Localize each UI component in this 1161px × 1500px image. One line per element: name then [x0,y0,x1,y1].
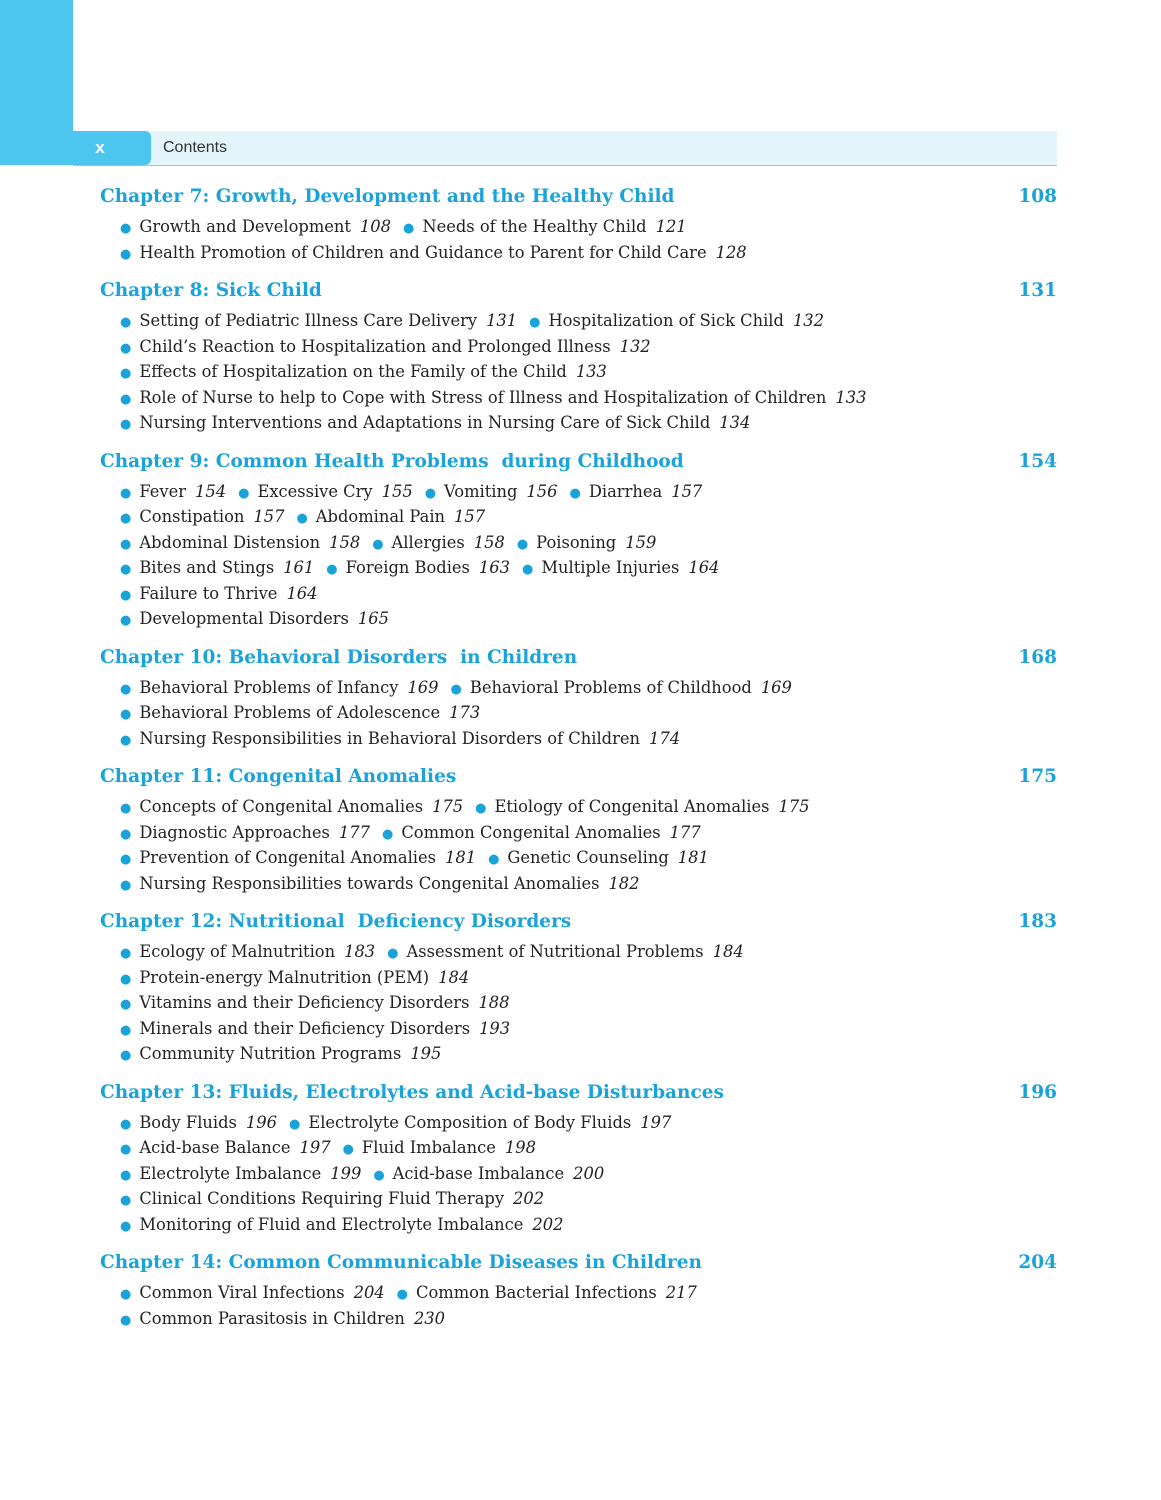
topic-line [120,1041,1057,1067]
topic-title: Constipation [139,507,245,526]
topic-entry[interactable] [120,1189,544,1208]
bullet-icon: ● [120,801,132,816]
topic-title: Excessive Cry [257,481,373,501]
bullet-icon: ● [296,511,308,526]
topic-entry[interactable] [120,703,480,722]
bullet-icon: ● [238,485,250,501]
topic-title: Abdominal Pain [315,507,446,526]
topic-title: Vitamins and their Deficiency Disorders [139,993,470,1012]
bullet-icon: ● [120,1116,132,1132]
chapter-title: Chapter 11: Congenital Anomalies [100,766,457,787]
topic-title: Ecology of Malnutrition [139,942,336,961]
bullet-icon: ● [569,485,581,501]
chapter-title: Chapter 10: Behavioral Disorders in Children [100,646,578,668]
topic-line [120,334,1057,360]
bullet-icon: ● [120,340,132,356]
bullet-icon: ● [529,315,541,330]
bullet-icon: ● [450,681,462,697]
bullet-icon: ● [120,1193,132,1208]
topic-entry[interactable] [425,482,558,501]
topic-entry[interactable] [451,678,792,697]
topic-entry[interactable] [382,823,701,842]
chapter-section [100,1249,1057,1331]
topic-page-number: 173 [449,703,481,722]
bullet-icon: ● [120,536,132,552]
topic-title: Fever [139,481,187,501]
topic-page-number: 154 [195,481,227,501]
topic-line [120,606,1057,632]
chapter-page-number: 204 [1018,1252,1057,1273]
topic-line [120,308,1057,334]
topic-page-number: 174 [648,728,681,748]
topic-entry[interactable] [120,1019,510,1038]
bullet-icon: ● [120,826,132,842]
topic-entry[interactable] [120,1138,331,1157]
topic-line [120,871,1057,897]
topic-title: Monitoring of Fluid and Electrolyte Imbalance [139,1214,524,1234]
topic-entry[interactable] [120,1283,385,1302]
topic-entry[interactable] [372,533,505,552]
bullet-icon: ● [396,1287,409,1302]
topic-line [120,504,1057,530]
bullet-icon: ● [120,417,132,432]
topic-line [120,410,1057,436]
topic-entry[interactable] [120,609,389,628]
topic-list [100,794,1057,896]
bullet-icon: ● [120,315,132,330]
topic-list [100,214,1057,265]
topic-page-number: 156 [526,481,558,501]
topic-line [120,479,1057,505]
topic-entry[interactable] [522,558,719,577]
topic-line [120,965,1057,991]
page-title: Contents [163,139,228,156]
chapter-title: Chapter 14: Common Communicable Diseases in Children [100,1252,702,1273]
topic-entry[interactable] [238,482,413,501]
topic-page-number: 197 [640,1112,672,1132]
topic-line [120,385,1057,411]
topic-title: Growth and Development [139,217,351,236]
topic-page-number: 133 [575,362,607,381]
topic-entry[interactable] [120,507,284,526]
topic-title: Protein-energy Malnutrition (PEM) [139,967,430,987]
topic-page-number: 182 [608,873,640,893]
topic-page-number: 217 [665,1283,697,1302]
chapter-section [100,183,1057,265]
topic-page-number: 132 [792,311,825,330]
bullet-icon: ● [516,536,529,552]
topic-entry[interactable] [343,1138,536,1157]
bullet-icon: ● [120,1022,132,1038]
topic-entry[interactable] [403,217,687,236]
topic-entry[interactable] [120,1309,445,1328]
topic-page-number: 108 [359,217,391,236]
topic-page-number: 177 [338,822,370,842]
bullet-icon: ● [120,587,132,603]
topic-title: Multiple Injuries [541,558,680,577]
topic-page-number: 202 [513,1189,545,1208]
topic-page-number: 184 [712,942,744,961]
topic-entry[interactable] [120,678,439,697]
topic-title: Nursing Interventions and Adaptations in Nursing Care of Sick Child [139,413,711,432]
bullet-icon: ● [372,536,384,552]
bullet-icon: ● [120,971,132,987]
topic-title: Concepts of Congenital Anomalies [139,797,424,816]
chapter-page-number: 154 [1018,450,1057,472]
topic-page-number: 133 [835,387,867,407]
topic-title: Diarrhea [588,481,663,501]
chapter-page-number: 183 [1018,911,1057,932]
topic-page-number: 121 [655,217,687,236]
bullet-icon: ● [424,485,437,501]
topic-title: Body Fluids [139,1112,237,1132]
topic-page-number: 158 [473,532,505,552]
topic-page-number: 204 [353,1283,385,1302]
topic-title: Common Bacterial Infections [416,1283,657,1302]
topic-list [100,1280,1057,1331]
topic-entry[interactable] [517,533,656,552]
topic-page-number: 181 [677,848,709,867]
chapter-title: Chapter 12: Nutritional Deficiency Disorders [100,911,572,932]
topic-entry[interactable] [529,311,824,330]
topic-entry[interactable] [488,848,709,867]
side-color-bar [0,0,73,165]
topic-entry[interactable] [120,848,476,867]
topic-entry[interactable] [397,1283,697,1302]
bullet-icon: ● [120,1312,132,1328]
bullet-icon: ● [488,852,500,867]
topic-page-number: 195 [410,1044,442,1063]
chapter-heading[interactable] [100,183,1057,211]
topic-page-number: 158 [329,532,361,552]
topic-entry[interactable] [120,874,640,893]
topic-page-number: 131 [486,311,518,330]
chapter-heading[interactable] [100,277,1057,305]
topic-line [120,794,1057,820]
topic-line [120,990,1057,1016]
chapter-title: Chapter 9: Common Health Problems during Childhood [100,450,684,472]
chapter-title: Chapter 13: Fluids, Electrolytes and Acid-base Disturbances [100,1081,724,1103]
chapter-section [100,763,1057,896]
topic-entry[interactable] [120,993,510,1012]
topic-page-number: 157 [454,507,486,526]
topic-entry[interactable] [570,482,703,501]
topic-title: Diagnostic Approaches [139,822,330,842]
topic-entry[interactable] [120,823,370,842]
chapter-section [100,1079,1057,1238]
topic-title: Poisoning [536,532,617,552]
topic-list [100,308,1057,436]
chapter-section [100,277,1057,436]
topic-entry[interactable] [120,362,607,381]
bullet-icon: ● [326,562,338,577]
topic-entry[interactable] [120,533,360,552]
topic-entry[interactable] [120,217,391,236]
chapter-heading[interactable] [100,1249,1057,1277]
bullet-icon: ● [342,1142,354,1157]
topic-entry[interactable] [120,482,226,501]
topic-page-number: 188 [478,993,510,1012]
chapter-title: Chapter 7: Growth, Development and the Healthy Child [100,186,675,207]
bullet-icon: ● [387,946,399,961]
page-number: x [95,138,105,157]
chapter-page-number: 175 [1018,766,1057,787]
topic-entry[interactable] [120,797,463,816]
chapter-section [100,644,1057,752]
topic-entry[interactable] [120,1215,563,1234]
chapter-page-number: 108 [1018,186,1057,207]
topic-line [120,1161,1057,1187]
topic-entry[interactable] [120,388,866,407]
chapter-title: Chapter 8: Sick Child [100,280,322,301]
bullet-icon: ● [120,246,132,262]
topic-entry[interactable] [120,337,651,356]
bullet-icon: ● [288,1116,301,1132]
topic-page-number: 169 [407,677,439,697]
bullet-icon: ● [120,562,132,577]
topic-title: Common Viral Infections [139,1283,345,1302]
topic-line [120,1306,1057,1332]
topic-entry[interactable] [387,942,744,961]
topic-title: Child’s Reaction to Hospitalization and Prolonged Illness [139,336,611,356]
topic-page-number: 165 [357,609,389,628]
bullet-icon: ● [120,852,132,867]
bullet-icon: ● [120,1142,132,1157]
topic-page-number: 175 [778,797,810,816]
bullet-icon: ● [475,801,487,816]
topic-page-number: 197 [299,1138,331,1157]
page-header [73,131,1057,166]
topic-line [120,726,1057,752]
topic-title: Vomiting [444,481,518,501]
topic-entry[interactable] [120,558,314,577]
topic-line [120,555,1057,581]
chapter-heading[interactable] [100,1079,1057,1107]
topic-entry[interactable] [120,1044,441,1063]
topic-list [100,939,1057,1067]
topic-line [120,845,1057,871]
topic-title: Allergies [391,532,465,552]
topic-entry[interactable] [120,413,750,432]
topic-title: Common Congenital Anomalies [401,822,661,842]
topic-title: Behavioral Problems of Childhood [469,677,752,697]
topic-entry[interactable] [120,311,517,330]
topic-page-number: 132 [619,336,651,356]
topic-title: Setting of Pediatric Illness Care Delivery [139,311,478,330]
bullet-icon: ● [120,997,132,1012]
topic-line [120,700,1057,726]
topic-title: Electrolyte Composition of Body Fluids [308,1112,632,1132]
topic-entry[interactable] [373,1164,604,1183]
bullet-icon: ● [120,877,132,893]
topic-line [120,1135,1057,1161]
bullet-icon: ● [403,221,415,236]
bullet-icon: ● [120,511,132,526]
topic-title: Common Parasitosis in Children [139,1308,405,1328]
topic-title: Assessment of Nutritional Problems [406,942,704,961]
bullet-icon: ● [120,366,132,381]
topic-title: Nursing Responsibilities in Behavioral Disorders of Children [139,728,640,748]
topic-title: Effects of Hospitalization on the Family of the Child [139,362,567,381]
topic-entry[interactable] [475,797,809,816]
chapter-page-number: 168 [1018,646,1057,668]
chapter-section [100,448,1057,632]
topic-page-number: 163 [478,558,510,577]
topic-page-number: 169 [760,677,792,697]
topic-title: Fluid Imbalance [361,1138,496,1157]
topic-title: Abdominal Distension [139,532,321,552]
topic-page-number: 199 [330,1163,362,1183]
topic-entry[interactable] [120,1164,361,1183]
topic-line [120,939,1057,965]
bullet-icon: ● [120,732,132,748]
bullet-icon: ● [120,946,132,961]
topic-title: Behavioral Problems of Infancy [139,677,399,697]
topic-page-number: 164 [688,558,720,577]
bullet-icon: ● [120,613,132,628]
chapter-page-number: 196 [1018,1081,1057,1103]
topic-title: Hospitalization of Sick Child [548,311,784,330]
topic-title: Electrolyte Imbalance [139,1163,322,1183]
topic-entry[interactable] [120,968,469,987]
topic-title: Prevention of Congenital Anomalies [139,848,436,867]
topic-page-number: 183 [344,942,376,961]
bullet-icon: ● [382,826,394,842]
topic-page-number: 184 [438,967,470,987]
bullet-icon: ● [120,391,132,407]
topic-line [120,581,1057,607]
bullet-icon: ● [120,681,132,697]
chapter-section [100,908,1057,1067]
bullet-icon: ● [373,1167,385,1183]
topic-entry[interactable] [296,507,485,526]
topic-title: Acid-base Imbalance [392,1163,565,1183]
topic-title: Role of Nurse to help to Cope with Stress of Illness and Hospitalization of Children [139,387,827,407]
bullet-icon: ● [120,1218,132,1234]
topic-list [100,675,1057,752]
bullet-icon: ● [120,1287,132,1302]
topic-line [120,1186,1057,1212]
bullet-icon: ● [120,707,132,722]
bullet-icon: ● [120,485,132,501]
topic-title: Needs of the Healthy Child [422,217,647,236]
topic-line [120,1212,1057,1238]
chapter-heading[interactable] [100,763,1057,791]
topic-page-number: 196 [245,1112,277,1132]
topic-line [120,1110,1057,1136]
topic-page-number: 159 [625,532,657,552]
topic-page-number: 155 [381,481,413,501]
topic-title: Acid-base Balance [139,1138,291,1157]
chapter-heading[interactable] [100,644,1057,672]
bullet-icon: ● [120,221,132,236]
chapter-page-number: 131 [1018,280,1057,301]
page-number-tab [73,131,151,165]
topic-title: Bites and Stings [139,558,275,577]
topic-title: Failure to Thrive [139,583,278,603]
topic-title: Community Nutrition Programs [139,1044,402,1063]
topic-page-number: 202 [532,1214,564,1234]
topic-title: Developmental Disorders [139,609,349,628]
topic-page-number: 157 [671,481,703,501]
topic-line [120,1280,1057,1306]
topic-list [100,479,1057,632]
topic-page-number: 200 [573,1163,605,1183]
topic-line [120,820,1057,846]
topic-entry[interactable] [120,1113,277,1132]
topic-title: Clinical Conditions Requiring Fluid Therapy [139,1189,505,1208]
topic-entry[interactable] [120,243,747,262]
topic-page-number: 157 [253,507,285,526]
topic-title: Etiology of Congenital Anomalies [494,797,770,816]
topic-line [120,1016,1057,1042]
chapter-heading[interactable] [100,908,1057,936]
topic-line [120,240,1057,266]
topic-page-number: 134 [719,413,751,432]
topic-title: Genetic Counseling [507,848,669,867]
topic-entry[interactable] [120,584,318,603]
topic-page-number: 198 [504,1138,536,1157]
chapter-heading[interactable] [100,448,1057,476]
topic-page-number: 193 [479,1018,511,1038]
topic-title: Nursing Responsibilities towards Congenital Anomalies [139,873,600,893]
topic-entry[interactable] [120,729,680,748]
topic-page-number: 230 [413,1308,445,1328]
topic-entry[interactable] [120,942,375,961]
bullet-icon: ● [120,1167,132,1183]
topic-page-number: 128 [715,242,747,262]
bullet-icon: ● [522,562,534,577]
topic-entry[interactable] [289,1113,671,1132]
topic-line [120,359,1057,385]
topic-title: Minerals and their Deficiency Disorders [139,1018,471,1038]
topic-title: Behavioral Problems of Adolescence [139,703,441,722]
topic-line [120,214,1057,240]
topic-page-number: 164 [286,583,318,603]
topic-title: Health Promotion of Children and Guidance to Parent for Child Care [139,242,707,262]
topic-line [120,675,1057,701]
topic-list [100,1110,1057,1238]
topic-entry[interactable] [326,558,510,577]
topic-line [120,530,1057,556]
topic-page-number: 161 [283,558,315,577]
topic-page-number: 181 [444,848,477,867]
topic-page-number: 177 [669,822,701,842]
topic-page-number: 175 [432,797,464,816]
table-of-contents [100,183,1057,1343]
topic-title: Foreign Bodies [345,558,470,577]
bullet-icon: ● [120,1048,132,1063]
